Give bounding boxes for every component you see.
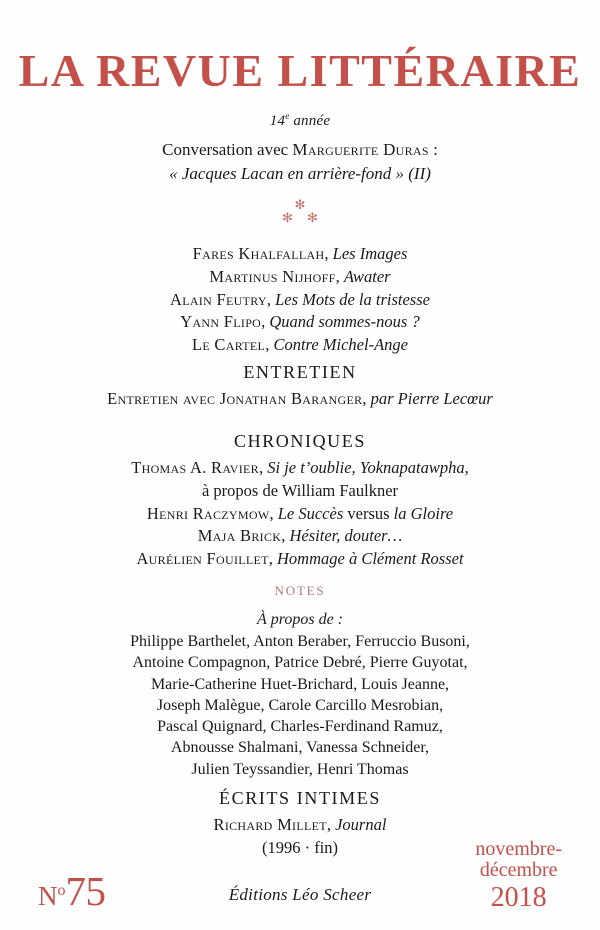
- entretien-separator: ,: [362, 389, 371, 408]
- notes-name-line: Julien Teyssandier, Henri Thomas: [191, 760, 409, 778]
- entry-title: Les Images: [332, 244, 408, 263]
- entry-separator: ,: [265, 335, 274, 355]
- contents-entry: [0, 243, 600, 266]
- issue-date-year: 2018: [490, 881, 547, 913]
- entretien-heading: ENTRETIEN: [243, 362, 357, 382]
- ecrits-subtitle: (1996 · fin): [261, 837, 339, 857]
- chronique-author: Maja Brick: [197, 526, 282, 546]
- chronique-mid: versus: [343, 503, 394, 523]
- asterisk-icon-bottom-right: ✻: [307, 210, 318, 225]
- entretien-entry: [0, 388, 600, 411]
- publisher-name: Éditions Léo Scheer: [228, 885, 372, 904]
- conversation-line-1: [0, 138, 600, 162]
- entry-title: Quand sommes-nous ?: [269, 312, 420, 332]
- year-ordinal: e: [285, 111, 290, 121]
- contents-entry: [0, 334, 600, 357]
- conversation-suffix: :: [428, 140, 438, 159]
- entry-author: Alain Feutry: [170, 289, 267, 309]
- year-line: [0, 111, 600, 130]
- notes-name-line: Philippe Barthelet, Anton Beraber, Ferruccio Busoni,: [130, 633, 470, 650]
- asterisk-icon-top: ✻: [294, 197, 306, 212]
- entry-author: Martinus Nijhoff: [209, 266, 336, 286]
- chroniques-section: [0, 431, 600, 571]
- asterisk-ornament: [0, 198, 600, 232]
- main-contents-list: [0, 243, 600, 357]
- entry-author: Yann Flipo: [180, 312, 262, 332]
- chronique-title: Si je t’oublie, Yoknapatawpha,: [267, 458, 469, 477]
- ecrits-author: Richard Millet: [213, 815, 327, 834]
- conversation-prefix: Conversation avec: [162, 140, 293, 159]
- chronique-entry: [0, 503, 600, 526]
- chronique-entry: [0, 548, 600, 571]
- chronique-title-secondary: la Gloire: [393, 503, 454, 523]
- ecrits-separator: ,: [326, 815, 336, 834]
- asterisk-icon-bottom-left: ✻: [282, 210, 293, 225]
- entry-title: Les Mots de la tristesse: [275, 289, 430, 309]
- notes-section: [0, 583, 600, 780]
- chronique-entry: [0, 457, 600, 480]
- year-number: 14: [269, 113, 286, 129]
- conversation-subject-name: Marguerite Duras: [292, 140, 429, 159]
- chronique-author: Thomas A. Ravier: [131, 458, 259, 477]
- year-word: année: [293, 113, 331, 129]
- entry-author: Le Cartel: [192, 335, 266, 355]
- magazine-title: LA REVUE LITTÉRAIRE: [18, 45, 582, 96]
- chronique-separator: ,: [281, 526, 290, 546]
- notes-heading: NOTES: [274, 583, 326, 598]
- entry-separator: ,: [324, 244, 333, 263]
- chronique-entry-subline: à propos de William Faulkner: [201, 480, 399, 500]
- issue-label: N: [38, 881, 58, 911]
- entretien-caps: Entretien avec Jonathan Baranger: [107, 389, 363, 408]
- chronique-author: Henri Raczymow: [146, 503, 270, 523]
- ecrits-intimes-entry: [0, 814, 600, 837]
- entretien-byline: par Pierre Lecœur: [370, 389, 493, 408]
- entry-title: Awater: [343, 266, 391, 286]
- issue-date: [475, 839, 562, 912]
- chronique-separator: ,: [268, 549, 278, 569]
- issue-date-month-line-1: novembre-: [475, 837, 562, 860]
- entretien-section: [0, 362, 600, 411]
- chronique-separator: ,: [269, 503, 278, 523]
- conversation-line-2: « Jacques Lacan en arrière-fond » (II): [169, 164, 431, 184]
- notes-intro: À propos de :: [256, 611, 344, 628]
- chroniques-heading: CHRONIQUES: [233, 431, 366, 451]
- notes-name-line: Abnousse Shalmani, Vanessa Schneider,: [170, 739, 430, 757]
- notes-name-line: Antoine Compagnon, Patrice Debré, Pierre Guyotat,: [132, 654, 468, 672]
- issue-number-value: 75: [65, 868, 106, 914]
- chronique-title: Hommage à Clément Rosset: [277, 549, 464, 569]
- contents-entry: [0, 266, 600, 289]
- notes-name-line: Joseph Malègue, Carole Carcillo Mesrobian,: [156, 696, 444, 714]
- contents-entry: [0, 289, 600, 312]
- issue-date-month-line-2: décembre: [479, 858, 558, 881]
- notes-name-line: Marie-Catherine Huet-Brichard, Louis Jeanne,: [150, 675, 450, 693]
- chronique-entry: [0, 525, 600, 548]
- entry-separator: ,: [266, 289, 276, 309]
- chronique-title: Le Succès: [277, 503, 344, 523]
- entry-title: Contre Michel-Ange: [273, 335, 408, 355]
- entry-separator: ,: [335, 266, 344, 286]
- conversation-block: [0, 138, 600, 186]
- entry-author: Fares Khalfallah: [192, 244, 325, 263]
- ecrits-title: Journal: [335, 815, 387, 834]
- chronique-separator: ,: [258, 458, 268, 477]
- entry-separator: ,: [261, 312, 270, 332]
- notes-name-line: Pascal Quignard, Charles-Ferdinand Ramuz,: [157, 718, 443, 736]
- chronique-title: Hésiter, douter…: [289, 526, 403, 546]
- issue-ordinal: o: [57, 882, 66, 899]
- ecrits-intimes-heading: ÉCRITS INTIMES: [219, 788, 381, 808]
- contents-entry: [0, 311, 600, 334]
- chronique-author: Aurélien Fouillet: [136, 549, 269, 569]
